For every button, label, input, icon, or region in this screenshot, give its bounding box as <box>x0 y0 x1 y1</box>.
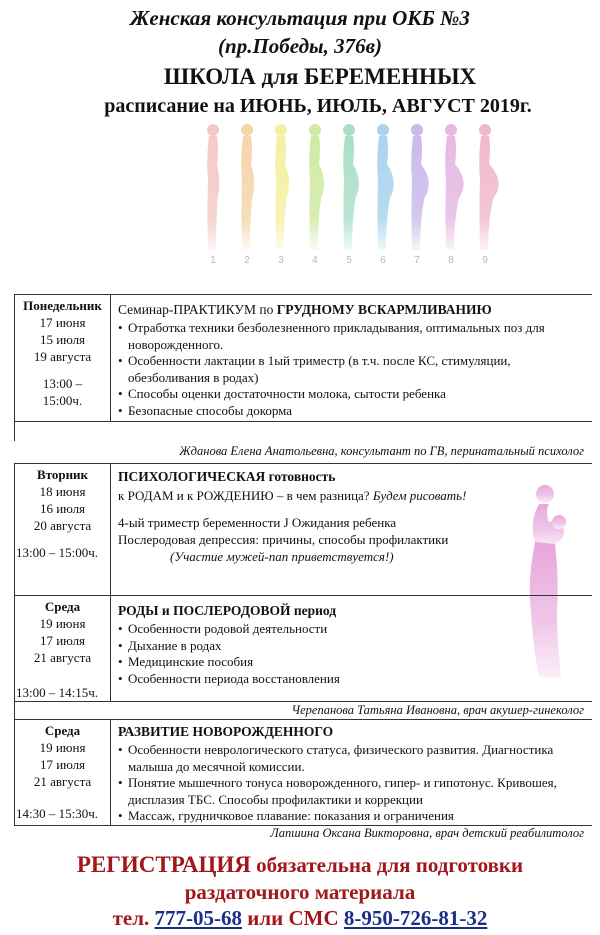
session-time: 14:30 – 15:30ч. <box>16 806 99 821</box>
schedule-period: расписание на ИЮНЬ, ИЮЛЬ, АВГУСТ 2019г. <box>104 95 532 117</box>
contact-line <box>0 906 600 931</box>
session-text: Послеродовая депрессия: причины, способы профилактики <box>118 532 449 547</box>
session-title: Семинар-ПРАКТИКУМ по ГРУДНОМУ ВСКАРМЛИВАНИЮ <box>118 302 492 317</box>
day-column <box>14 294 111 421</box>
date: 20 августа <box>33 518 92 533</box>
list-item: • Способы оценки достаточности молока, сытости ребенка <box>118 386 592 403</box>
day-name: Вторник <box>36 467 89 482</box>
clinic-name: Женская консультация при ОКБ №3 <box>130 6 470 30</box>
session-text: к РОДАМ и к РОЖДЕНИЮ – в чем разница? Будем рисовать! <box>118 488 467 503</box>
session-content <box>110 294 592 419</box>
schedule-row <box>14 595 592 701</box>
list-item: • Особенности лактации в 1ый триместр (в т.ч. после КС, стимуляции, обезболивания в родах) <box>118 353 592 386</box>
lecturer-row <box>14 825 592 842</box>
phone-link[interactable]: 777-05-68 <box>154 906 243 930</box>
date: 15 июля <box>39 332 86 347</box>
list-item: • Медицинские пособия <box>118 654 592 671</box>
school-title: ШКОЛА для БЕРЕМЕННЫХ <box>163 64 477 89</box>
stage-number: 2 <box>244 255 250 265</box>
list-item: • Особенности родовой деятельности <box>118 621 592 638</box>
registration-notice: РЕГИСТРАЦИЯ обязательна для подготовки <box>76 852 524 877</box>
session-time: 13:00 – <box>42 376 83 391</box>
tel-label: тел. <box>112 906 155 930</box>
sms-label: или СМС <box>242 906 344 930</box>
lecturer-name: Лапшина Оксана Викторовна, врач детский реабилитолог <box>270 826 584 840</box>
list-item: • Отработка техники безболезненного прикладывания, оптимальных поз для новорожденного. <box>118 320 592 353</box>
lecturer-row <box>14 701 592 719</box>
stage-number: 6 <box>380 255 386 265</box>
schedule-row <box>14 294 592 421</box>
stage-number: 8 <box>448 255 454 265</box>
stage-number: 3 <box>278 255 284 265</box>
stage-number: 5 <box>346 255 352 265</box>
session-title: РОДЫ и ПОСЛЕРОДОВОЙ период <box>118 603 337 618</box>
session-title: РАЗВИТИЕ НОВОРОЖДЕННОГО <box>118 724 334 739</box>
date: 16 июля <box>39 501 86 516</box>
day-name: Среда <box>44 599 81 614</box>
session-time: 15:00ч. <box>42 393 83 408</box>
session-note: (Участие мужей-пап приветствуется!) <box>170 549 394 564</box>
date: 19 июня <box>39 616 86 631</box>
session-time: 13:00 – 14:15ч. <box>16 685 99 700</box>
session-content <box>110 463 592 565</box>
list-item: • Безопасные способы докорма <box>118 403 592 420</box>
date: 21 августа <box>33 774 92 789</box>
schedule-row <box>14 463 592 595</box>
topic-list <box>110 320 592 419</box>
list-item: • Дыхание в родах <box>118 638 592 655</box>
sms-phone-link[interactable]: 8-950-726-81-32 <box>343 906 488 930</box>
day-column <box>14 463 111 595</box>
day-name: Среда <box>44 723 81 738</box>
list-item: • Понятие мышечного тонуса новорожденного, гипер- и гипотонус. Кривошея, дисплазия ТБС. Способы профилактики и коррекции <box>118 775 592 808</box>
date: 18 июня <box>39 484 86 499</box>
clinic-address: (пр.Победы, 376в) <box>218 34 382 58</box>
list-item: • Особенности неврологического статуса, физического развития. Диагностика малыша до месячной комиссии. <box>118 742 592 775</box>
session-text: 4-ый триместр беременности J Ожидания ребенка <box>118 515 397 530</box>
pregnancy-stages-illustration <box>195 120 515 265</box>
date: 19 июня <box>39 740 86 755</box>
session-content <box>110 719 592 825</box>
date: 17 июля <box>39 633 86 648</box>
lecturer-name: Черепанова Татьяна Ивановна, врач акушер-гинеколог <box>291 703 584 717</box>
stage-number: 7 <box>414 255 420 265</box>
session-title: ПСИХОЛОГИЧЕСКАЯ готовность <box>118 469 336 484</box>
list-item: • Особенности периода восстановления <box>118 671 592 688</box>
session-time: 13:00 – 15:00ч. <box>16 545 99 560</box>
date: 17 июня <box>39 315 86 330</box>
lecturer-name: Жданова Елена Анатольевна, консультант по ГВ, перинатальный психолог <box>179 444 584 458</box>
topic-list <box>110 621 592 687</box>
list-item: • Массаж, грудничковое плавание: показания и ограничения <box>118 808 592 825</box>
stage-number: 4 <box>312 255 318 265</box>
stage-number: 9 <box>482 255 488 265</box>
stage-number: 1 <box>210 255 216 265</box>
day-name: Понедельник <box>23 298 102 313</box>
date: 21 августа <box>33 650 92 665</box>
date: 19 августа <box>33 349 92 364</box>
registration-notice-line2: раздаточного материала <box>184 880 416 904</box>
day-column <box>14 595 111 701</box>
date: 17 июля <box>39 757 86 772</box>
lecturer-row <box>14 421 592 458</box>
session-content <box>110 595 592 687</box>
schedule-table <box>14 294 592 842</box>
day-column <box>14 719 111 825</box>
schedule-row <box>14 719 592 825</box>
topic-list <box>110 742 592 825</box>
